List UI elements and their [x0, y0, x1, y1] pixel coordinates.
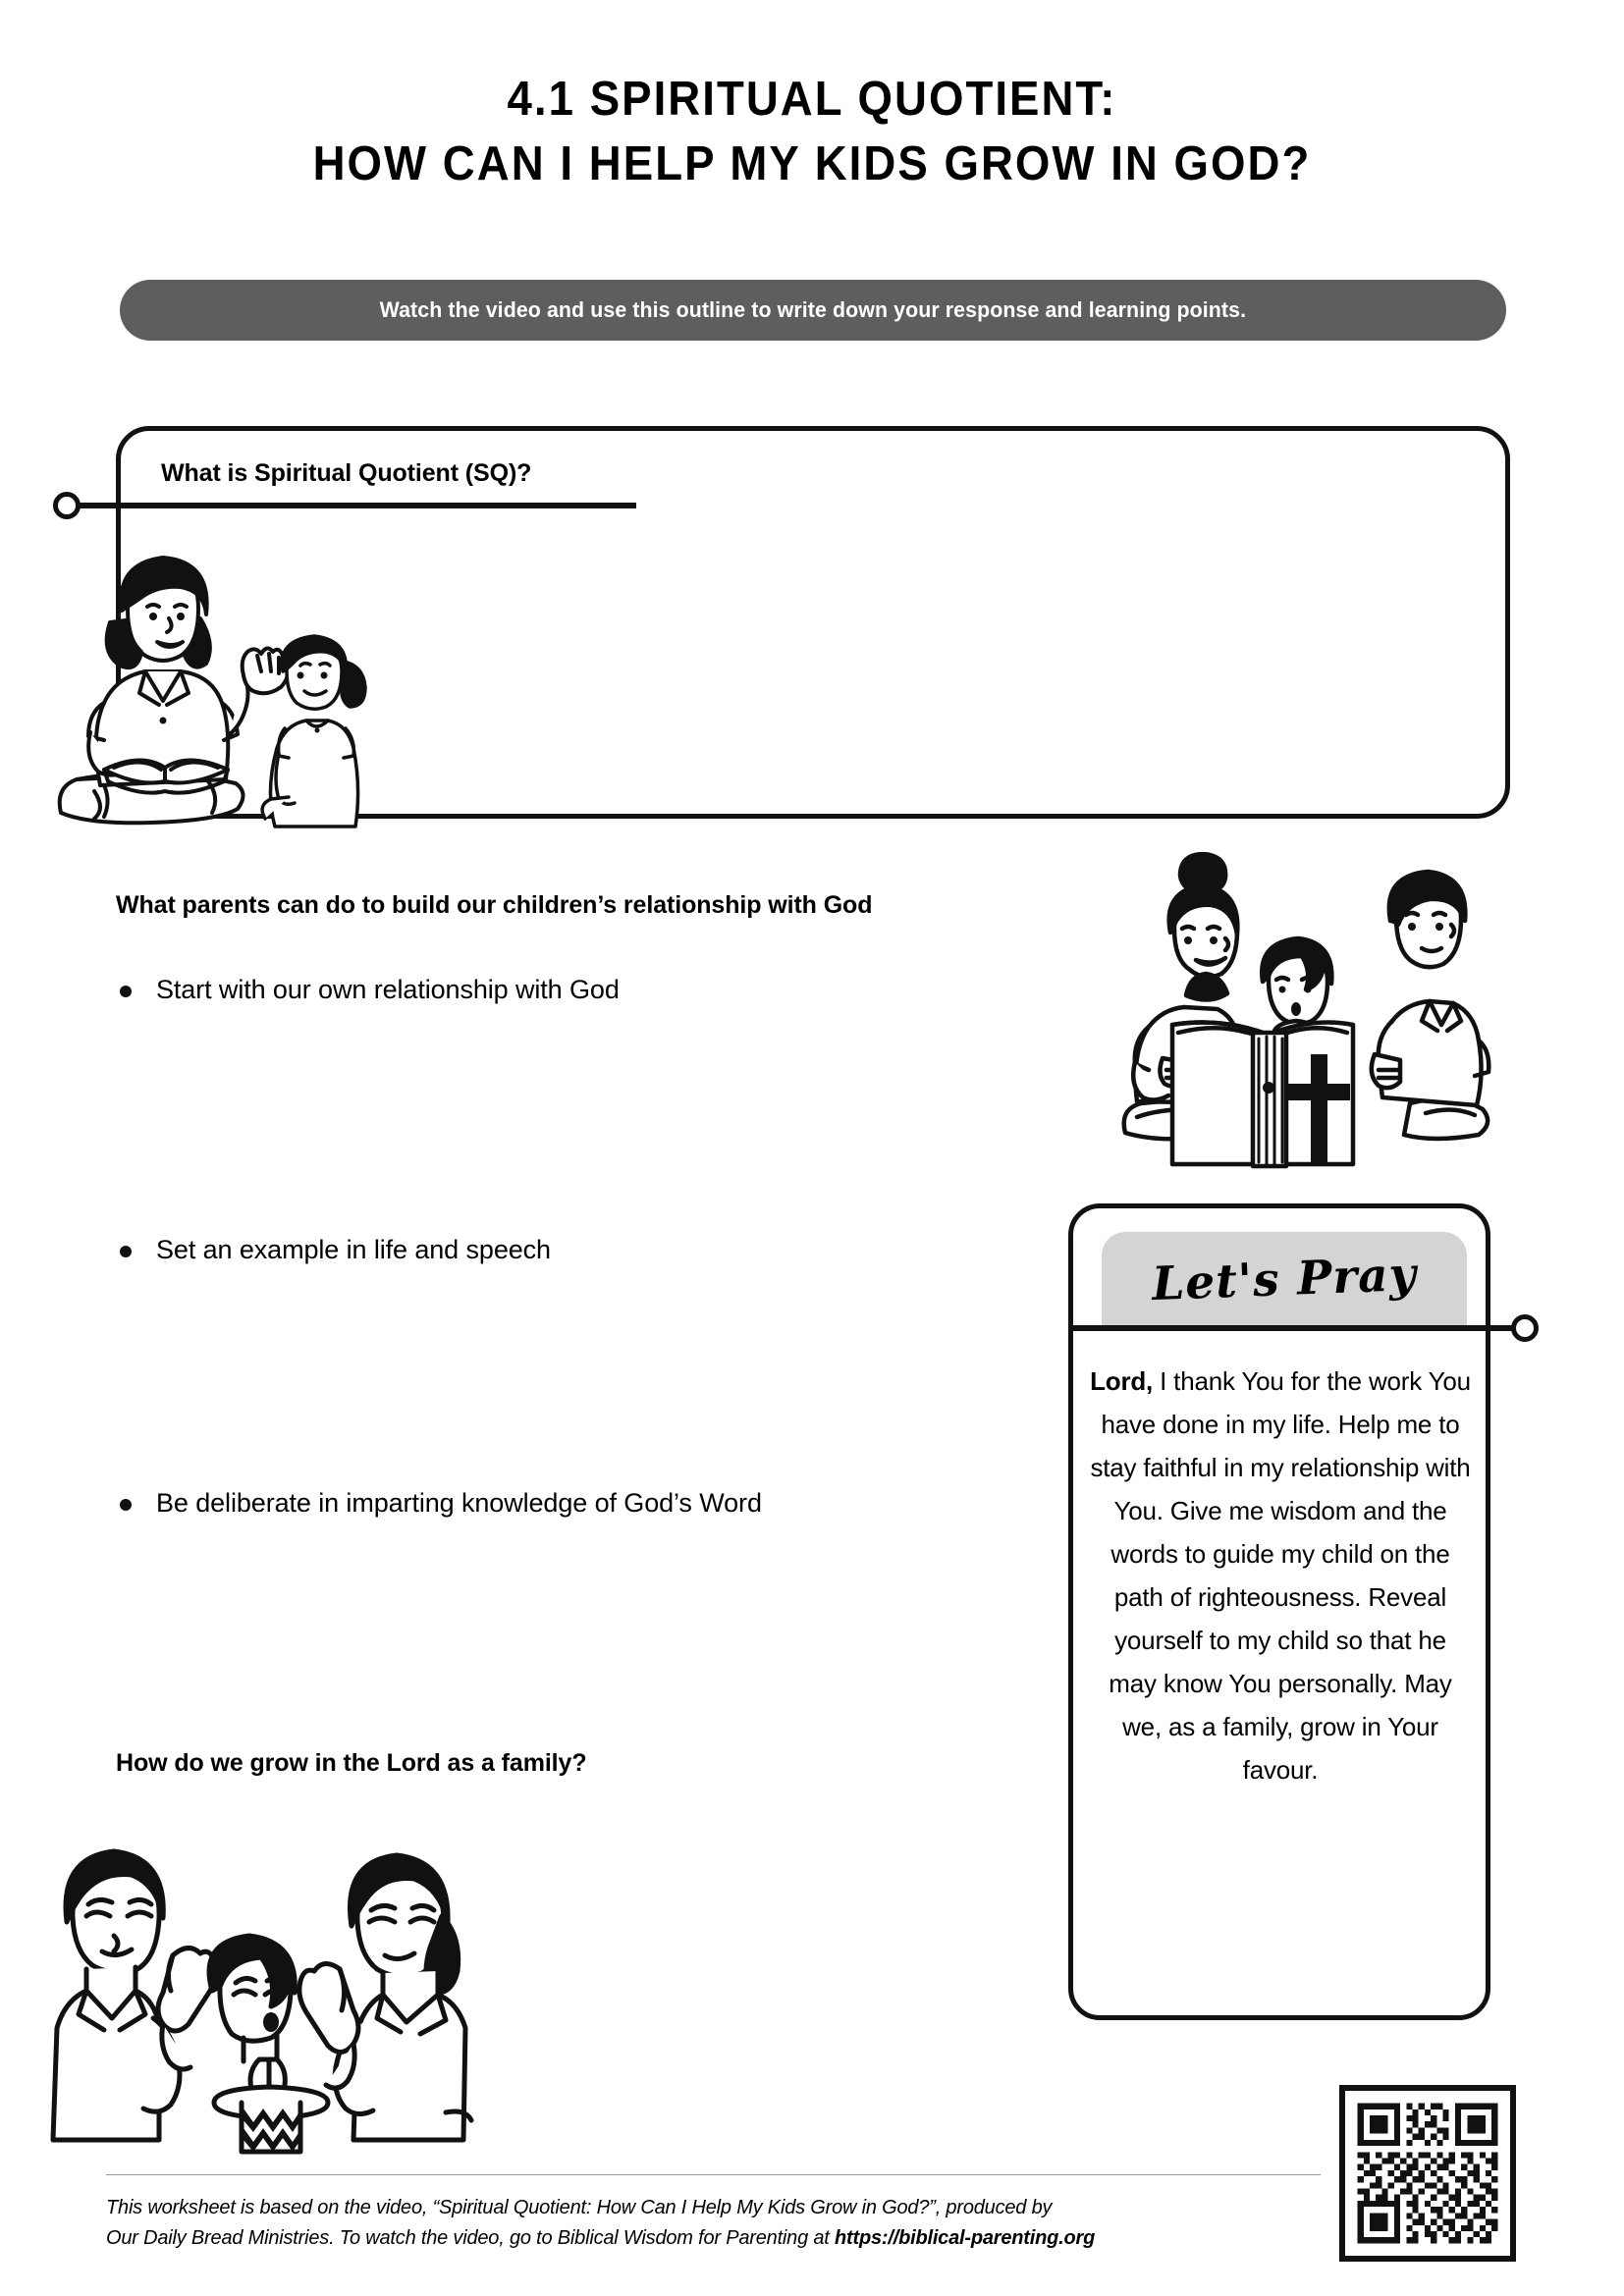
family-reading-bible-with-cross-icon	[1119, 852, 1497, 1176]
bullet-dot-icon	[120, 1499, 132, 1511]
lets-pray-connector-line	[1068, 1325, 1522, 1331]
bullet-label: Be deliberate in imparting knowledge of God’s Word	[156, 1488, 762, 1518]
question-1-label: What is Spiritual Quotient (SQ)?	[157, 459, 535, 488]
instruction-banner	[120, 280, 1506, 341]
family-praying-together-icon	[41, 1828, 517, 2157]
mother-reading-book-with-daughter-icon	[43, 546, 367, 830]
bullet-item	[120, 1485, 1062, 1521]
page-title	[0, 67, 1624, 196]
bullet-item	[120, 972, 1062, 1007]
lets-pray-connector-circle-icon	[1511, 1314, 1539, 1342]
lets-pray-lead: Lord,	[1090, 1366, 1154, 1396]
bullet-dot-icon	[120, 986, 132, 997]
instruction-banner-text: Watch the video and use this outline to write down your response and learning points.	[379, 297, 1247, 322]
page-title-line-1: 4.1 SPIRITUAL QUOTIENT:	[507, 73, 1117, 126]
family-section-heading: How do we grow in the Lord as a family?	[116, 1749, 587, 1777]
lets-pray-title: Let's Pray	[1151, 1247, 1418, 1311]
footer-link[interactable]: https://biblical-parenting.org	[835, 2227, 1096, 2249]
footer-divider	[106, 2174, 1321, 2175]
lets-pray-text	[1090, 1360, 1471, 1791]
footer-line-2-text: Our Daily Bread Ministries. To watch the video, go to Biblical Wisdom for Parenting at	[106, 2227, 836, 2249]
bullet-item	[120, 1232, 1062, 1267]
question-1-connector-circle-icon	[53, 492, 81, 519]
bullet-dot-icon	[120, 1246, 132, 1257]
parents-section-heading: What parents can do to build our children’s relationship with God	[116, 891, 873, 919]
page-title-line-2: HOW CAN I HELP MY KIDS GROW IN GOD?	[312, 137, 1312, 190]
footer-line-2	[106, 2223, 1333, 2254]
qr-code[interactable]	[1339, 2085, 1516, 2262]
bullet-label: Start with our own relationship with God	[156, 975, 620, 1004]
footer-text	[106, 2193, 1333, 2254]
question-1-connector-line	[77, 503, 636, 508]
footer-line-1: This worksheet is based on the video, “Spiritual Quotient: How Can I Help My Kids Grow in God?”, produced by	[106, 2197, 1053, 2218]
bullet-label: Set an example in life and speech	[156, 1235, 551, 1264]
lets-pray-body: I thank You for the work You have done in my life. Help me to stay faithful in my relationship with You. Give me wisdom and the words to guide my child on the path of righteousness. Reveal yourself to my child so that he may know You personally. May we, as a family, grow in Your favour.	[1090, 1366, 1471, 1785]
